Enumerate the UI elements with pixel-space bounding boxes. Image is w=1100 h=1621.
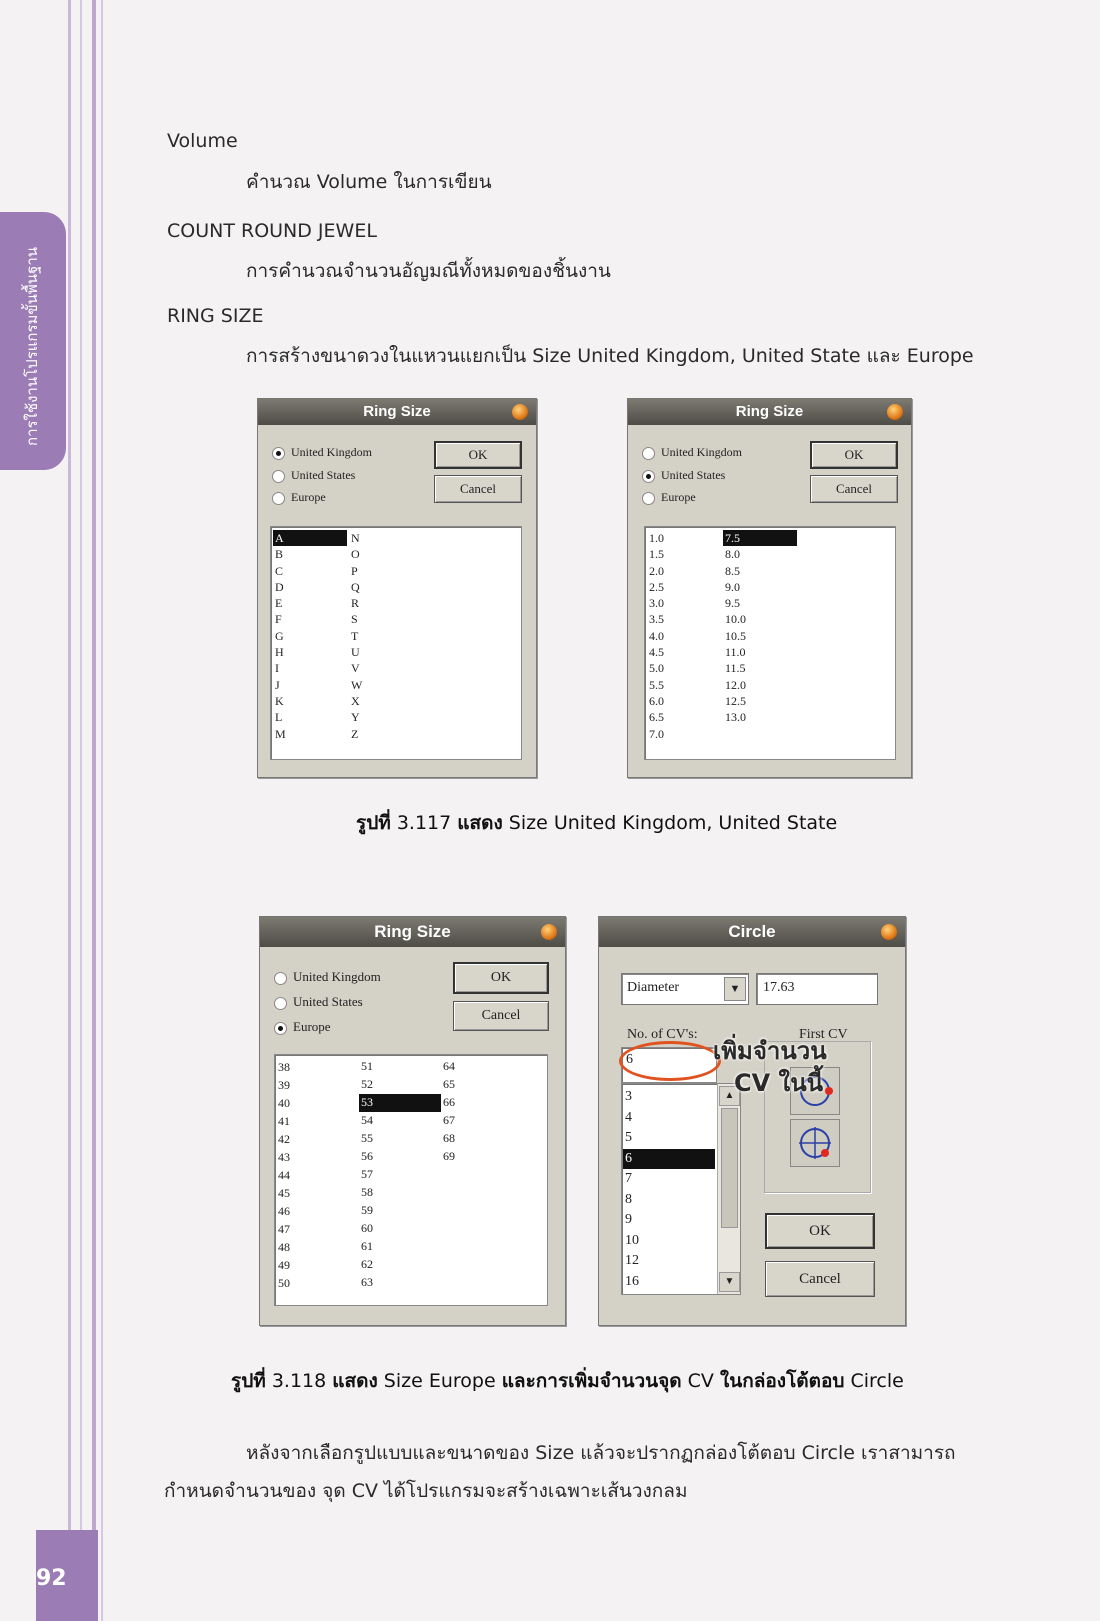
- list-item[interactable]: A: [273, 530, 347, 546]
- list-item[interactable]: 59: [361, 1203, 373, 1217]
- caption-bold: รูปที่: [231, 1370, 266, 1392]
- measure-type-select[interactable]: [621, 973, 749, 1005]
- ok-button[interactable]: OK: [434, 441, 522, 469]
- radio-united-kingdom[interactable]: [642, 445, 742, 460]
- radio-europe[interactable]: [272, 490, 326, 505]
- list-item[interactable]: 2.5: [649, 579, 664, 594]
- list-item[interactable]: 50: [278, 1276, 290, 1290]
- list-item[interactable]: 4.5: [649, 645, 664, 660]
- dialog-title: Ring Size: [735, 403, 804, 420]
- size-column: [349, 530, 409, 742]
- list-item[interactable]: I: [275, 661, 279, 676]
- input-value: 6: [626, 1052, 633, 1067]
- list-item[interactable]: 41: [278, 1114, 290, 1128]
- list-item[interactable]: L: [275, 710, 283, 725]
- radio-label: Europe: [661, 490, 696, 504]
- margin-line: [80, 0, 82, 1621]
- size-column: [359, 1058, 441, 1292]
- radio-europe[interactable]: [642, 490, 696, 505]
- close-orb-icon[interactable]: [881, 924, 897, 940]
- list-item[interactable]: 5: [625, 1130, 632, 1145]
- list-item[interactable]: 61: [361, 1239, 373, 1253]
- radio-label: United States: [661, 468, 726, 482]
- annotation-text-line1: เพิ่มจำนวน: [713, 1037, 827, 1065]
- radio-icon: [642, 447, 655, 460]
- list-item[interactable]: J: [275, 677, 280, 692]
- list-item[interactable]: P: [351, 563, 358, 578]
- list-item[interactable]: Z: [351, 726, 359, 741]
- list-item[interactable]: 3.0: [649, 596, 664, 611]
- cvs-column: [623, 1087, 715, 1292]
- size-list[interactable]: [644, 526, 896, 760]
- list-item[interactable]: 65: [443, 1077, 455, 1091]
- ok-button[interactable]: OK: [765, 1213, 875, 1249]
- list-item[interactable]: 10.5: [725, 628, 746, 643]
- radio-icon: [272, 470, 285, 483]
- cancel-button[interactable]: Cancel: [810, 475, 898, 503]
- list-item[interactable]: 38: [278, 1060, 290, 1074]
- list-item[interactable]: 44: [278, 1168, 290, 1182]
- scroll-down-icon[interactable]: ▼: [719, 1272, 740, 1292]
- caption-number: 3.118: [265, 1370, 333, 1392]
- list-item[interactable]: 1.0: [649, 531, 664, 545]
- radio-selected-icon: [272, 447, 285, 460]
- dialog-titlebar: [258, 399, 536, 425]
- list-item[interactable]: 8.5: [725, 563, 740, 578]
- list-item[interactable]: 6.5: [649, 710, 664, 725]
- list-item[interactable]: O: [351, 547, 360, 562]
- radio-united-states[interactable]: [642, 468, 725, 483]
- list-item[interactable]: U: [351, 645, 360, 660]
- close-orb-icon[interactable]: [887, 404, 903, 420]
- size-column: [723, 530, 797, 726]
- list-item[interactable]: 67: [443, 1113, 455, 1127]
- list-item[interactable]: 58: [361, 1185, 373, 1199]
- ring-size-dialog-uk: [257, 398, 537, 778]
- input-value: 17.63: [763, 980, 795, 995]
- list-item[interactable]: H: [275, 645, 284, 660]
- list-item[interactable]: 9.5: [725, 596, 740, 611]
- list-item[interactable]: T: [351, 628, 359, 643]
- list-item[interactable]: 1.5: [649, 547, 664, 562]
- radio-united-states[interactable]: [274, 994, 363, 1010]
- list-item[interactable]: 4: [625, 1109, 632, 1125]
- list-item[interactable]: 66: [443, 1095, 455, 1109]
- page-number: 92: [36, 1566, 67, 1591]
- list-item[interactable]: 3.5: [649, 612, 664, 627]
- annotation-text-line2: CV ในนี้: [734, 1069, 824, 1097]
- list-item[interactable]: C: [275, 563, 284, 578]
- list-item[interactable]: K: [275, 693, 284, 708]
- list-item[interactable]: F: [275, 612, 282, 627]
- caption-bold: แสดง: [457, 812, 503, 834]
- list-item[interactable]: Y: [351, 710, 360, 725]
- list-item[interactable]: 12.0: [725, 677, 746, 692]
- section-heading-volume: Volume: [167, 130, 238, 152]
- list-item[interactable]: V: [351, 661, 360, 676]
- radio-label: United Kingdom: [661, 445, 742, 459]
- list-item[interactable]: 49: [278, 1258, 290, 1272]
- list-item[interactable]: 7.0: [649, 726, 664, 741]
- close-orb-icon[interactable]: [541, 924, 557, 940]
- ok-button[interactable]: OK: [810, 441, 898, 469]
- radio-icon: [272, 492, 285, 505]
- list-item[interactable]: 68: [443, 1131, 455, 1145]
- circle-dialog: [598, 916, 906, 1326]
- list-item[interactable]: 43: [278, 1150, 290, 1164]
- paragraph-line-1: หลังจากเลือกรูปแบบและขนาดของ Size แล้วจะปรากฏกล่องโต้ตอบ Circle เราสามารถ: [246, 1442, 956, 1464]
- dialog-titlebar: [260, 917, 565, 947]
- list-item[interactable]: E: [275, 596, 283, 611]
- caption-text: CV: [681, 1370, 720, 1392]
- list-item[interactable]: 60: [361, 1221, 373, 1235]
- list-item[interactable]: G: [275, 628, 284, 643]
- caption-bold: รูปที่: [356, 812, 391, 834]
- list-item[interactable]: 10: [625, 1232, 639, 1248]
- list-item[interactable]: 5.0: [649, 661, 664, 676]
- list-item[interactable]: 56: [361, 1149, 373, 1163]
- list-item[interactable]: X: [351, 693, 360, 708]
- radio-icon: [274, 972, 287, 985]
- list-item[interactable]: 54: [361, 1113, 373, 1127]
- list-item[interactable]: 45: [278, 1186, 290, 1200]
- scroll-thumb[interactable]: [721, 1108, 738, 1228]
- dialog-title: Ring Size: [363, 403, 431, 420]
- paragraph-line-2: กำหนดจำนวนของ จุด CV ได้โปรแกรมจะสร้างเฉพาะเส้นวงกลม: [164, 1480, 688, 1502]
- ring-size-dialog-us: [627, 398, 912, 778]
- list-item[interactable]: 51: [361, 1059, 373, 1073]
- size-column: [441, 1058, 501, 1166]
- list-item[interactable]: 62: [361, 1257, 373, 1271]
- section-heading-ring-size: RING SIZE: [167, 305, 264, 327]
- list-item[interactable]: B: [275, 547, 284, 562]
- list-item[interactable]: 16: [625, 1273, 639, 1289]
- section-body-ring-size: การสร้างขนาดวงในแหวนแยกเป็น Size United Kingdom, United State และ Europe: [246, 345, 974, 367]
- select-value: Diameter: [627, 980, 680, 995]
- ring-size-dialog-europe: [259, 916, 566, 1326]
- list-item[interactable]: 57: [361, 1167, 373, 1181]
- list-item[interactable]: 6: [623, 1149, 715, 1170]
- caption-bold: ในกล่องโต้ตอบ: [719, 1370, 845, 1392]
- list-item[interactable]: 46: [278, 1204, 290, 1218]
- radio-label: Europe: [293, 1019, 331, 1034]
- cancel-button[interactable]: Cancel: [765, 1261, 875, 1297]
- size-column: [647, 530, 721, 742]
- caption-bold: และการเพิ่มจำนวนจุด: [501, 1370, 682, 1392]
- radio-icon: [642, 492, 655, 505]
- list-item[interactable]: S: [351, 612, 358, 627]
- list-item[interactable]: 2.0: [649, 563, 664, 578]
- list-item[interactable]: R: [351, 596, 360, 611]
- figure-caption-118: [231, 1366, 904, 1396]
- chevron-down-icon[interactable]: ▼: [724, 977, 746, 1001]
- list-item[interactable]: W: [351, 677, 363, 692]
- dialog-titlebar: [599, 917, 905, 947]
- list-item[interactable]: 42: [278, 1132, 290, 1146]
- close-orb-icon[interactable]: [512, 404, 528, 420]
- radio-selected-icon: [274, 1022, 287, 1035]
- size-list[interactable]: [274, 1054, 548, 1306]
- list-item[interactable]: 11.5: [725, 661, 746, 676]
- scrollbar[interactable]: [717, 1084, 740, 1294]
- section-body-volume: คำนวณ Volume ในการเขียน: [246, 171, 492, 193]
- list-item[interactable]: 9: [625, 1212, 632, 1227]
- list-item[interactable]: 6.0: [649, 693, 664, 708]
- dialog-title: Circle: [728, 922, 776, 941]
- circle-bottom-point-icon: [791, 1120, 839, 1166]
- size-column: [276, 1058, 358, 1292]
- radio-label: United States: [293, 994, 363, 1009]
- list-item[interactable]: 13.0: [725, 710, 746, 725]
- list-item[interactable]: N: [351, 531, 360, 545]
- radio-label: United Kingdom: [293, 969, 381, 984]
- list-item[interactable]: 10.0: [725, 612, 746, 627]
- caption-text: Size United Kingdom, United State: [502, 812, 838, 834]
- scroll-up-icon[interactable]: ▲: [719, 1086, 740, 1106]
- list-item[interactable]: 5.5: [649, 677, 664, 692]
- list-item[interactable]: 47: [278, 1222, 290, 1236]
- list-item[interactable]: 48: [278, 1240, 290, 1254]
- ok-button[interactable]: OK: [453, 962, 549, 994]
- chapter-tab-label: การใช้งานโปรแกรมขั้นพื้นฐาน: [23, 247, 41, 446]
- dialog-title: Ring Size: [374, 922, 451, 941]
- cancel-button[interactable]: Cancel: [434, 475, 522, 503]
- cvs-list[interactable]: [621, 1083, 741, 1295]
- list-item[interactable]: M: [275, 726, 286, 741]
- list-item[interactable]: 52: [361, 1077, 373, 1091]
- radio-label: Europe: [291, 490, 326, 504]
- list-item[interactable]: Q: [351, 579, 360, 594]
- radio-label: United States: [291, 468, 356, 482]
- caption-text: Size Europe: [377, 1370, 502, 1392]
- radio-icon: [274, 997, 287, 1010]
- radio-united-kingdom[interactable]: [274, 969, 381, 985]
- dialog-titlebar: [628, 399, 911, 425]
- size-column: [273, 530, 347, 742]
- radio-label: United Kingdom: [291, 445, 372, 459]
- list-item[interactable]: 11.0: [725, 645, 746, 660]
- list-item[interactable]: 4.0: [649, 628, 664, 643]
- radio-europe[interactable]: [274, 1019, 331, 1035]
- list-item[interactable]: 53: [359, 1094, 441, 1112]
- annotation-ring: [619, 1041, 721, 1081]
- list-item[interactable]: 63: [361, 1275, 373, 1289]
- radio-united-states[interactable]: [272, 468, 355, 483]
- list-item[interactable]: 8: [625, 1191, 632, 1207]
- caption-bold: แสดง: [332, 1370, 378, 1392]
- first-cv-label: First CV: [799, 1027, 848, 1042]
- diameter-input[interactable]: [756, 973, 878, 1005]
- cancel-button[interactable]: Cancel: [453, 1001, 549, 1031]
- list-item[interactable]: 64: [443, 1059, 455, 1073]
- radio-united-kingdom[interactable]: [272, 445, 372, 460]
- list-item[interactable]: 55: [361, 1131, 373, 1145]
- section-heading-count-round-jewel: COUNT ROUND JEWEL: [167, 220, 377, 242]
- figure-caption-117: [356, 808, 837, 838]
- margin-line: [101, 0, 103, 1621]
- list-item[interactable]: 40: [278, 1096, 290, 1110]
- radio-selected-icon: [642, 470, 655, 483]
- list-item[interactable]: 8.0: [725, 547, 740, 562]
- margin-line: [92, 0, 96, 1621]
- list-item[interactable]: 9.0: [725, 579, 740, 594]
- list-item[interactable]: D: [275, 579, 284, 594]
- list-item[interactable]: 12: [625, 1253, 639, 1268]
- caption-number: 3.117: [390, 812, 458, 834]
- list-item[interactable]: 69: [443, 1149, 455, 1163]
- size-list[interactable]: [270, 526, 522, 760]
- list-item[interactable]: 7.5: [723, 530, 797, 546]
- list-item[interactable]: 39: [278, 1078, 290, 1092]
- first-cv-bottom-button[interactable]: [790, 1119, 840, 1167]
- section-body-count-round-jewel: การคำนวณจำนวนอัญมณีทั้งหมดของชิ้นงาน: [246, 260, 611, 282]
- margin-line: [68, 0, 71, 1621]
- list-item[interactable]: 3: [625, 1089, 632, 1104]
- list-item[interactable]: 12.5: [725, 693, 746, 708]
- caption-text: Circle: [844, 1370, 904, 1392]
- list-item[interactable]: 7: [625, 1171, 632, 1186]
- cvs-label: No. of CV's:: [627, 1027, 698, 1042]
